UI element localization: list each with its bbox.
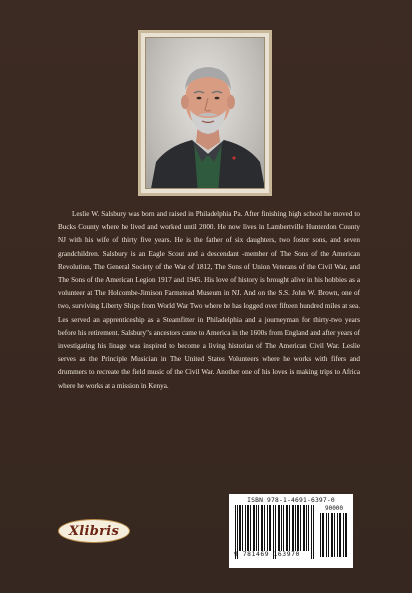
author-biography: Leslie W. Salsbury was born and raised in Philadelphia Pa. After finishing high school he moved to Bucks County where he lived and worked until 2000. He now lives in Lambertville Hunterdon County NJ with his wife of thirty five years. He is the father of six daughters, two foster sons, and seven grandchildren. Salsbury is an Eagle Scout and a descendant -member of The Sons of the American Revolution, The General Society of the War of 1812, The Sons of Union Veterans of the Civil War, and The Sons of the American Legion 1917 and 1945. His love of history is brought alive in his hobbies as a volunteer at The Holcombe-Jimison Farmstead Museum in NJ. And on the S.S. John W. Brown, one of two, surviving Liberty Ships from World War Two where he has logged over fifteen hundred miles at sea. Les served an apprenticeship as a Steamfitter in Philadelphia and a journeyman for thirty-two years before his retirement. Salsbury"s ancestors came to America in the 1600s from England and after years of investigating his linage was inspired to become a living historian of The American Civil War. Leslie serves as the Principle Musician in The United States Volunteers where he works with fifers and drummers to recreate the field music of the Civil War. Another one of his loves is making trips to Africa where he works at a mission in Kenya.: [58, 210, 360, 390]
author-photo: [145, 37, 265, 189]
author-portrait-icon: [146, 38, 265, 189]
isbn-number: ISBN 978-1-4691-6397-0: [247, 497, 335, 504]
author-photo-frame: [138, 30, 272, 196]
price-addon-barcode-icon: [319, 513, 349, 557]
publisher-logo: [58, 519, 130, 543]
price-code: 90000: [324, 505, 344, 512]
publisher-logo-text: Xlibris: [68, 523, 120, 539]
isbn-barcode: [229, 494, 353, 568]
barcode-digits: 9 781469 163970: [234, 551, 300, 558]
